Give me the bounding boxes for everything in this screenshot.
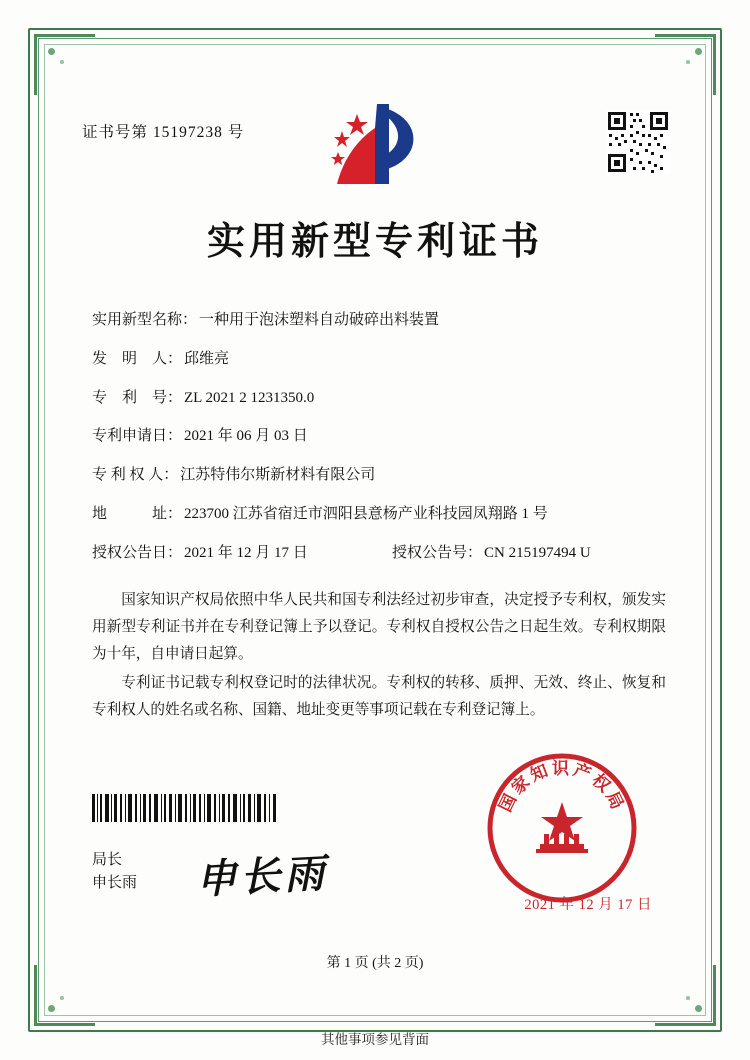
grant-number-label: 授权公告号：: [392, 544, 483, 561]
field-label: 发 明 人：: [92, 350, 183, 367]
grant-date-value: 2021 年 12 月 17 日: [184, 544, 308, 561]
paragraph-1: 国家知识产权局依照中华人民共和国专利法经过初步审查，决定授予专利权，颁发实用新型专利证书并在专利登记簿上予以登记。专利权自授权公告之日起生效。专利权期限为十年，自申请日起算。: [92, 591, 666, 662]
director-title: 局长: [92, 852, 123, 868]
svg-text:国家知识产权局: 国家知识产权局: [495, 759, 629, 815]
field-grant-announcement: [92, 542, 670, 565]
field-application-date: [92, 425, 670, 448]
field-utility-model-name: [92, 309, 670, 332]
cnipa-star-p-logo-icon: [315, 98, 435, 190]
field-label: 专利申请日：: [92, 428, 183, 445]
field-label: 实用新型名称：: [92, 312, 198, 328]
director-name: 申长雨: [92, 874, 138, 891]
seal-date: 2021 年 12 月 17 日: [524, 897, 652, 913]
field-list: [70, 309, 680, 565]
signature-block: [92, 849, 137, 894]
page-number: 第 1 页 (共 2 页): [326, 956, 424, 971]
field-value: 一种用于泡沫塑料自动破碎出料装置: [199, 312, 440, 328]
handwritten-signature: 申长雨: [195, 849, 330, 904]
field-value: 江苏特伟尔斯新材料有限公司: [180, 467, 376, 483]
field-value: 2021 年 06 月 03 日: [184, 428, 308, 445]
field-inventor: [92, 348, 670, 371]
field-label: 地 址：: [92, 505, 183, 522]
field-value: 邱维亮: [184, 350, 230, 367]
barcode: [92, 794, 280, 822]
field-patent-number: [92, 387, 670, 410]
legal-text: [70, 587, 680, 724]
certificate-number: 证书号第 15197238 号: [82, 124, 245, 141]
field-patentee: [92, 464, 670, 487]
certificate-header: [70, 70, 680, 180]
back-side-note: 其他事项参见背面: [321, 1032, 429, 1047]
field-address: [92, 503, 670, 526]
national-ip-administration-seal-icon: [482, 748, 642, 908]
page-title: 实用新型专利证书: [206, 221, 543, 263]
field-value: 223700 江苏省宿迁市泗阳县意杨产业科技园凤翔路 1 号: [184, 505, 548, 522]
field-value: ZL 2021 2 1231350.0: [184, 389, 315, 406]
field-label: 专 利 权 人：: [92, 467, 179, 483]
certificate-content: [70, 70, 680, 990]
grant-date-label: 授权公告日：: [92, 544, 183, 561]
grant-number-value: CN 215197494 U: [484, 544, 591, 561]
field-label: 专 利 号：: [92, 389, 183, 406]
qr-code-icon: [606, 110, 670, 174]
paragraph-2: 专利证书记载专利权登记时的法律状况。专利权的转移、质押、无效、终止、恢复和专利权人的姓名或名称、国籍、地址变更等事项记载在专利登记簿上。: [92, 674, 666, 718]
